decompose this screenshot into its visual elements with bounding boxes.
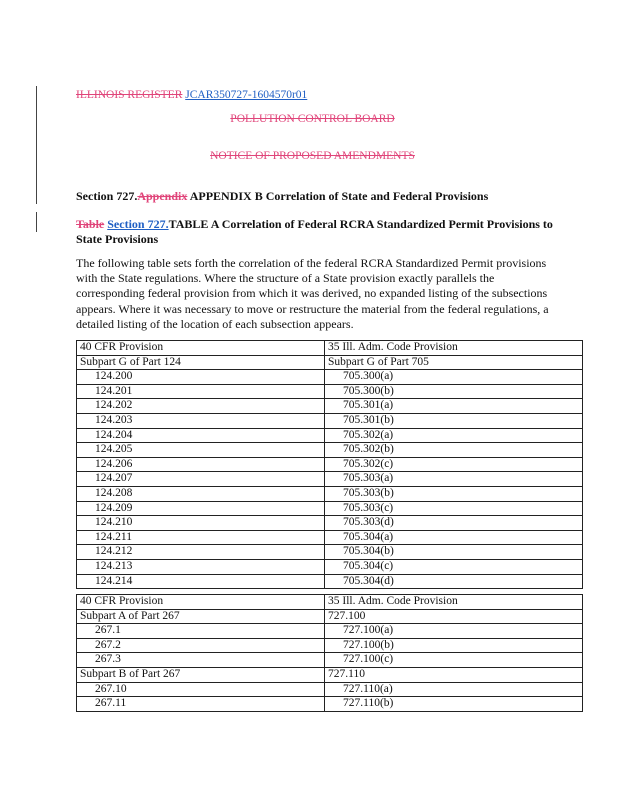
state-provision-cell: 705.304(c): [325, 559, 583, 574]
subsection-heading: [76, 217, 556, 247]
federal-provision-cell: 124.212: [77, 545, 325, 560]
state-provision-cell: 727.100(c): [325, 653, 583, 668]
state-provision-cell: 727.100: [325, 609, 583, 624]
state-provision-cell: 705.302(a): [325, 428, 583, 443]
state-provision-cell: 727.100(a): [325, 624, 583, 639]
table-row: [77, 682, 583, 697]
table-row: [77, 355, 583, 370]
federal-provision-cell: 267.10: [77, 682, 325, 697]
table-row: [77, 574, 583, 589]
federal-provision-cell: Subpart B of Part 267: [77, 667, 325, 682]
federal-provision-cell: 124.209: [77, 501, 325, 516]
federal-provision-cell: Subpart G of Part 124: [77, 355, 325, 370]
state-provision-cell: 705.301(a): [325, 399, 583, 414]
column-header: 40 CFR Provision: [77, 595, 325, 610]
notice-line: [0, 150, 625, 162]
federal-provision-cell: 124.204: [77, 428, 325, 443]
state-provision-cell: 705.300(a): [325, 370, 583, 385]
state-provision-cell: 727.100(b): [325, 638, 583, 653]
table-row: [77, 384, 583, 399]
state-provision-cell: 705.304(b): [325, 545, 583, 560]
register-inserted: JCAR350727-1604570r01: [185, 89, 308, 101]
table-row: [77, 428, 583, 443]
federal-provision-cell: 124.213: [77, 559, 325, 574]
state-provision-cell: 705.303(b): [325, 486, 583, 501]
table-row: [77, 370, 583, 385]
state-provision-cell: 705.304(d): [325, 574, 583, 589]
table-row: [77, 501, 583, 516]
revision-bar: [36, 212, 37, 232]
correlation-table-2: [76, 594, 583, 712]
subsection-title: TABLE A Correlation of Federal RCRA Standardized Permit Provisions to State Provisions: [76, 217, 553, 246]
state-provision-cell: 705.300(b): [325, 384, 583, 399]
federal-provision-cell: 267.3: [77, 653, 325, 668]
column-header: 40 CFR Provision: [77, 341, 325, 356]
state-provision-cell: 705.303(c): [325, 501, 583, 516]
table-row: [77, 530, 583, 545]
table-row: [77, 667, 583, 682]
table-row: [77, 609, 583, 624]
federal-provision-cell: 124.202: [77, 399, 325, 414]
subsection-inserted: Section 727.: [107, 217, 169, 231]
federal-provision-cell: Subpart A of Part 267: [77, 609, 325, 624]
table-row: [77, 697, 583, 712]
federal-provision-cell: 124.203: [77, 413, 325, 428]
federal-provision-cell: 267.11: [77, 697, 325, 712]
board-line: [0, 113, 625, 125]
register-line: [76, 89, 307, 101]
state-provision-cell: Subpart G of Part 705: [325, 355, 583, 370]
table-row: [77, 413, 583, 428]
federal-provision-cell: 124.201: [77, 384, 325, 399]
state-provision-cell: 705.304(a): [325, 530, 583, 545]
federal-provision-cell: 124.205: [77, 443, 325, 458]
state-provision-cell: 705.302(c): [325, 457, 583, 472]
table-row: [77, 486, 583, 501]
notice-title: NOTICE OF PROPOSED AMENDMENTS: [210, 150, 415, 162]
table-header-row: [77, 341, 583, 356]
table-row: [77, 638, 583, 653]
federal-provision-cell: 124.206: [77, 457, 325, 472]
revision-bar: [36, 86, 37, 204]
federal-provision-cell: 124.207: [77, 472, 325, 487]
table-row: [77, 457, 583, 472]
column-header: 35 Ill. Adm. Code Provision: [325, 595, 583, 610]
table-row: [77, 624, 583, 639]
register-deleted: ILLINOIS REGISTER: [76, 89, 183, 101]
table-row: [77, 653, 583, 668]
intro-paragraph: The following table sets forth the correlation of the federal RCRA Standardized Permit provisions with the State regulations. Where the structure of a State provision exactly parallels the corresponding federal provision from which it was derived, no expanded listing of the subsections appears. Where it was necessary to move or restructure the material from the federal regulations, a detailed listing of the location of each subsection appears.: [76, 256, 549, 331]
state-provision-cell: 705.303(a): [325, 472, 583, 487]
federal-provision-cell: 124.200: [77, 370, 325, 385]
state-provision-cell: 727.110(b): [325, 697, 583, 712]
table-header-row: [77, 595, 583, 610]
table-row: [77, 559, 583, 574]
federal-provision-cell: 267.1: [77, 624, 325, 639]
subsection-deleted: Table: [76, 217, 105, 231]
federal-provision-cell: 124.214: [77, 574, 325, 589]
state-provision-cell: 727.110(a): [325, 682, 583, 697]
table-row: [77, 545, 583, 560]
correlation-table-1: [76, 340, 583, 589]
section-title: APPENDIX B Correlation of State and Federal Provisions: [189, 189, 489, 203]
state-provision-cell: 727.110: [325, 667, 583, 682]
table-row: [77, 516, 583, 531]
table-row: [77, 399, 583, 414]
board-name: POLLUTION CONTROL BOARD: [230, 113, 395, 125]
federal-provision-cell: 124.211: [77, 530, 325, 545]
section-deleted: Appendix: [137, 189, 188, 203]
column-header: 35 Ill. Adm. Code Provision: [325, 341, 583, 356]
federal-provision-cell: 124.210: [77, 516, 325, 531]
state-provision-cell: 705.303(d): [325, 516, 583, 531]
state-provision-cell: 705.301(b): [325, 413, 583, 428]
table-row: [77, 443, 583, 458]
section-heading: Section 727.Appendix APPENDIX B Correlation of State and Federal Provisions: [76, 189, 489, 203]
state-provision-cell: 705.302(b): [325, 443, 583, 458]
table-row: [77, 472, 583, 487]
federal-provision-cell: 124.208: [77, 486, 325, 501]
federal-provision-cell: 267.2: [77, 638, 325, 653]
